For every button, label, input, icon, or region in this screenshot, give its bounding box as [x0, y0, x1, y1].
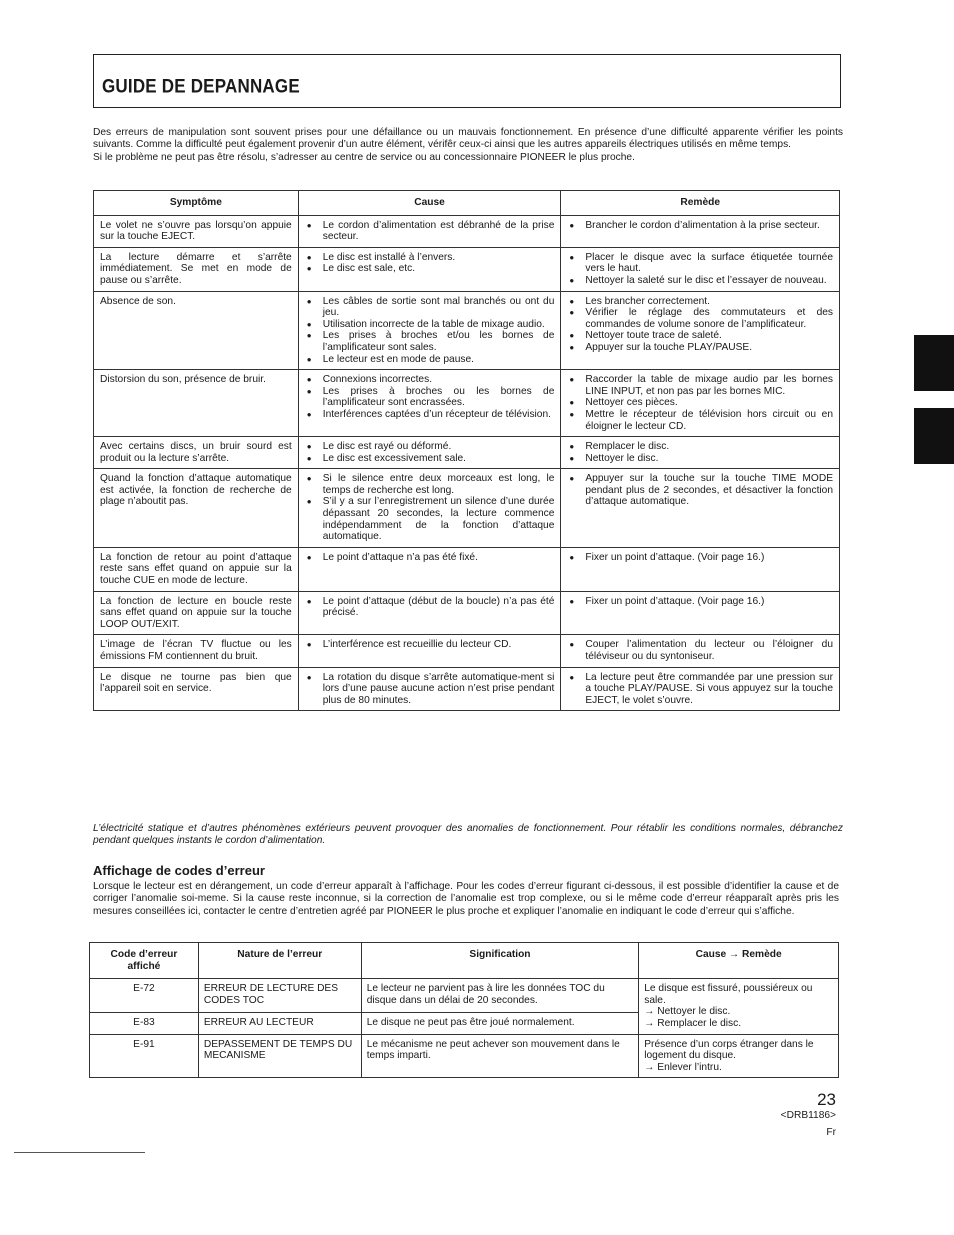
remedy-list: [567, 441, 833, 464]
header-cause-remedy: Cause → Remède: [639, 943, 839, 979]
page-title: GUIDE DE DEPANNAGE: [102, 75, 300, 97]
error-code: E-72: [90, 979, 199, 1013]
table-header-row: [90, 943, 839, 979]
header-meaning: Signification: [361, 943, 639, 979]
cause-item: ● Le disc est excessivement sale.: [305, 453, 555, 465]
remedy-cell: [561, 667, 840, 711]
table-row: [94, 547, 840, 591]
symptom-cell: Le disque ne tourne pas bien que l’appareil soit en service.: [94, 667, 299, 711]
intro-paragraph: Si le problème ne peut pas être résolu, s’adresser au centre de service ou au concessionnaire PIONEER le plus proche.: [93, 151, 635, 163]
remedy-list: [567, 220, 833, 232]
cause-item: ● S’il y a sur l’enregistrement un silence d’une durée dépassant 20 secondes, la lecture commence indépendamment de la fonction d’attaque automatique.: [305, 496, 555, 542]
cause-cell: [298, 591, 561, 635]
section-thumb-tab: [914, 335, 954, 391]
error-codes-heading: Affichage de codes d’erreur: [93, 863, 265, 878]
cause-item: ● Le disc est installé à l’envers.: [305, 252, 555, 264]
remedy-list: [567, 296, 833, 354]
remedy-line: → Enlever l’intru.: [644, 1061, 722, 1073]
cause-list: [305, 252, 555, 275]
remedy-item: ● Placer le disque avec la surface étiquetée tournée vers le haut.: [567, 252, 833, 275]
remedy-item: ● Remplacer le disc.: [567, 441, 833, 453]
symptom-cell: Avec certains discs, un bruir sourd est produit ou la lecture s’arrête.: [94, 437, 299, 469]
remedy-item: ● Vérifier le réglage des commutateurs et des commandes de volume sonore de l’amplificateur.: [567, 307, 833, 330]
intro-text: [93, 127, 843, 164]
remedy-list: [567, 596, 833, 608]
remedy-item: ● Couper l’alimentation du lecteur ou l’éloigner du téléviseur ou du syntoniseur.: [567, 639, 833, 662]
table-row: [94, 591, 840, 635]
error-remedy: [639, 1034, 839, 1078]
intro-paragraph: Des erreurs de manipulation sont souvent prises pour une défaillance ou un mauvais fonctionnement. En présence d’une difficulté apparente vérifier les points suivants. Comme la difficulté peut également provenir d’un autre élément, vérifêr ceux-ci ainsi que les autres appareils électriques utilisés en même temps.: [93, 127, 843, 151]
remedy-line: → Remplacer le disc.: [644, 1017, 742, 1029]
remedy-item: ● Fixer un point d’attaque. (Voir page 16.): [567, 596, 833, 608]
remedy-cell: [561, 591, 840, 635]
cause-item: ● Les prises à broches ou les bornes de l’amplificateur sont encrassées.: [305, 386, 555, 409]
cause-list: [305, 552, 555, 564]
remedy-line: Le disque est fissuré, poussiéreux ou sale.: [644, 983, 813, 1006]
cause-item: ● Les prises à broches et/ou les bornes de l’amplificateur sont sales.: [305, 330, 555, 353]
language-code: Fr: [826, 1127, 836, 1138]
remedy-item: ● Appuyer sur la touche sur la touche TIME MODE pendant plus de 2 secondes, et désactiver la fonction d’attaque automatique.: [567, 473, 833, 508]
section-thumb-tab: [914, 408, 954, 464]
cause-list: [305, 296, 555, 366]
cause-item: ● Le point d’attaque (début de la boucle) n’a pas été précisé.: [305, 596, 555, 619]
header-remedy: Remède: [561, 191, 840, 216]
remedy-list: [567, 672, 833, 707]
table-row: [94, 370, 840, 437]
cause-item: ● La rotation du disque s’arrête automatique-ment si lors d’une pause aucune action n’est prise pendant plus de 80 minutes.: [305, 672, 555, 707]
cause-list: [305, 596, 555, 619]
cause-cell: [298, 215, 561, 247]
error-code: E-91: [90, 1034, 199, 1078]
remedy-list: [567, 473, 833, 508]
header-nature: Nature de l’erreur: [198, 943, 361, 979]
cause-item: ● Le point d’attaque n’a pas été fixé.: [305, 552, 555, 564]
table-row: [94, 667, 840, 711]
remedy-cell: [561, 437, 840, 469]
error-meaning: Le lecteur ne parvient pas à lire les données TOC du disque dans un délai de 20 secondes.: [361, 979, 639, 1013]
error-remedy: [639, 979, 839, 1034]
troubleshooting-body: [94, 215, 840, 711]
cause-cell: [298, 370, 561, 437]
remedy-cell: [561, 247, 840, 291]
cause-item: ● Connexions incorrectes.: [305, 374, 555, 386]
cause-list: [305, 374, 555, 420]
cause-cell: [298, 469, 561, 548]
symptom-cell: L’image de l’écran TV fluctue ou les émissions FM contiennent du bruit.: [94, 635, 299, 667]
cause-cell: [298, 247, 561, 291]
troubleshooting-table: [93, 190, 840, 711]
remedy-item: ● Les brancher correctement.: [567, 296, 833, 308]
remedy-item: ● Nettoyer toute trace de saleté.: [567, 330, 833, 342]
remedy-cell: [561, 370, 840, 437]
error-code: E-83: [90, 1012, 199, 1034]
table-row: [94, 215, 840, 247]
symptom-cell: Distorsion du son, présence de bruir.: [94, 370, 299, 437]
error-meaning: Le mécanisme ne peut achever son mouvement dans le temps imparti.: [361, 1034, 639, 1078]
symptom-cell: La fonction de lecture en boucle reste sans effet quand on appuie sur la touche LOOP OUT/EXIT.: [94, 591, 299, 635]
cause-list: [305, 639, 555, 651]
error-codes-intro: Lorsque le lecteur est en dérangement, un code d’erreur apparaît à l’affichage. Pour les codes d’erreur figurant ci-dessous, il est possible d’identifier la cause et de corriger l’anomalie soi-meme. Si la cause reste inconnue, si la correction de l’anomalie est trop complexe, ou si le même code d’erreur réapparaît après pris les mesures conseillées ici, contacter le centre d’entretien agréé par PIONEER le plus proche et expliquer l’anomalie en indiquant le code d’erreur qui s’affiche.: [93, 881, 839, 917]
cause-item: ● Si le silence entre deux morceaux est long, le temps de recherche est long.: [305, 473, 555, 496]
remedy-list: [567, 374, 833, 432]
remedy-item: ● Fixer un point d’attaque. (Voir page 16.): [567, 552, 833, 564]
symptom-cell: Le volet ne s’ouvre pas lorsqu’on appuie sur la touche EJECT.: [94, 215, 299, 247]
remedy-item: ● Nettoyer la saleté sur le disc et l’essayer de nouveau.: [567, 275, 833, 287]
error-codes-table: [89, 942, 839, 1078]
remedy-cell: [561, 215, 840, 247]
title-box: [93, 54, 841, 108]
remedy-item: ● Nettoyer le disc.: [567, 453, 833, 465]
remedy-list: [567, 552, 833, 564]
header-code: Code d’erreur affiché: [90, 943, 199, 979]
cause-list: [305, 441, 555, 464]
error-meaning: Le disque ne peut pas être joué normalement.: [361, 1012, 639, 1034]
remedy-cell: [561, 469, 840, 548]
table-row: [94, 469, 840, 548]
cause-list: [305, 220, 555, 243]
cause-item: ● Les câbles de sortie sont mal branchés ou ont du jeu.: [305, 296, 555, 319]
table-row: [94, 291, 840, 370]
cause-item: ● Utilisation incorrecte de la table de mixage audio.: [305, 319, 555, 331]
remedy-item: ● Appuyer sur la touche PLAY/PAUSE.: [567, 342, 833, 354]
remedy-list: [567, 252, 833, 287]
error-nature: ERREUR AU LECTEUR: [198, 1012, 361, 1034]
cause-item: ● Le lecteur est en mode de pause.: [305, 354, 555, 366]
static-note: L’électricité statique et d’autres phénomènes extérieurs peuvent provoquer des anomalies de fonctionnement. Pour rétablir les conditions normales, débranchez pendant quelques instants le cordon d’alimentation.: [93, 823, 843, 847]
cause-cell: [298, 437, 561, 469]
cause-item: ● Le cordon d’alimentation est débranhé de la prise secteur.: [305, 220, 555, 243]
remedy-item: ● La lecture peut être commandée par une pression sur a touche PLAY/PAUSE. Si vous appuyez sur la touche EJECT, le volet s’ouvre.: [567, 672, 833, 707]
symptom-cell: La lecture démarre et s’arrête immédiatement. Se met en mode de pause ou s’arrête.: [94, 247, 299, 291]
cause-item: ● Le disc est rayé ou déformé.: [305, 441, 555, 453]
cause-item: ● L’interférence est recueillie du lecteur CD.: [305, 639, 555, 651]
footer-divider: [14, 1152, 145, 1153]
document-code: <DRB1186>: [780, 1110, 836, 1121]
header-cause: Cause: [298, 191, 561, 216]
remedy-line: Présence d’un corps étranger dans le logement du disque.: [644, 1038, 814, 1062]
cause-list: [305, 672, 555, 707]
remedy-cell: [561, 547, 840, 591]
table-row: [94, 247, 840, 291]
remedy-line: → Nettoyer le disc.: [644, 1006, 731, 1018]
cause-cell: [298, 547, 561, 591]
table-header-row: [94, 191, 840, 216]
remedy-item: ● Mettre le récepteur de télévision hors circuit ou en éloigner le lecteur CD.: [567, 409, 833, 432]
cause-cell: [298, 291, 561, 370]
table-row: [94, 437, 840, 469]
page-number: 23: [817, 1090, 836, 1109]
symptom-cell: La fonction de retour au point d’attaque reste sans effet quand on appuie sur la touche CUE en mode de lecture.: [94, 547, 299, 591]
error-nature: DEPASSEMENT DE TEMPS DU MECANISME: [198, 1034, 361, 1078]
remedy-item: ● Raccorder la table de mixage audio par les bornes LINE INPUT, et non pas par les bornes MIC.: [567, 374, 833, 397]
cause-cell: [298, 667, 561, 711]
remedy-list: [567, 639, 833, 662]
remedy-cell: [561, 635, 840, 667]
header-symptom: Symptôme: [94, 191, 299, 216]
cause-list: [305, 473, 555, 543]
table-row: [94, 635, 840, 667]
remedy-item: ● Nettoyer ces pièces.: [567, 397, 833, 409]
table-row: [90, 1034, 839, 1078]
cause-item: ● Interférences captées d’un récepteur de télévision.: [305, 409, 555, 421]
symptom-cell: Quand la fonction d’attaque automatique est activée, la fonction de recherche de plage n’aboutit pas.: [94, 469, 299, 548]
remedy-item: ● Brancher le cordon d’alimentation à la prise secteur.: [567, 220, 833, 232]
cause-item: ● Le disc est sale, etc.: [305, 263, 555, 275]
error-nature: ERREUR DE LECTURE DES CODES TOC: [198, 979, 361, 1013]
symptom-cell: Absence de son.: [94, 291, 299, 370]
cause-cell: [298, 635, 561, 667]
table-row: [90, 979, 839, 1013]
remedy-cell: [561, 291, 840, 370]
